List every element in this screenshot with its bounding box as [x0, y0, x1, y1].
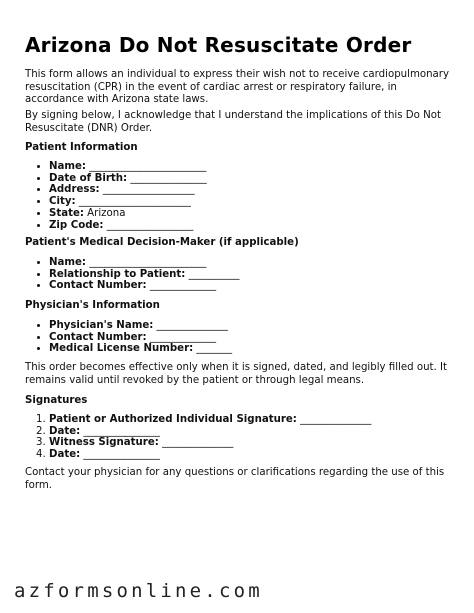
field-value: _____________: [146, 331, 217, 343]
field-label: State:: [49, 207, 84, 219]
field-label: Date:: [49, 449, 81, 461]
patient-date-item: [49, 426, 371, 438]
field-label: Zip Code:: [49, 219, 104, 231]
witness-date-item: [49, 449, 371, 461]
field-value: _________________: [103, 219, 194, 231]
intro-paragraph: This form allows an individual to express their wish not to receive cardiopulmonary resuscitation (CPR) in the event of cardiac arrest or respiratory failure, in accordance with Arizona state laws.: [25, 69, 450, 106]
field-label: Medical License Number:: [49, 343, 194, 355]
field-value: ______________: [158, 437, 234, 449]
field-value: ______________: [153, 320, 228, 331]
patient-address-item: [49, 184, 207, 196]
field-value: ______________________: [75, 196, 191, 208]
patient-name-item: [49, 161, 207, 173]
field-label: Witness Signature:: [49, 437, 159, 449]
physician-contact-item: [49, 332, 232, 344]
field-label: Relationship to Patient:: [49, 268, 186, 280]
field-value: Arizona: [83, 207, 126, 219]
patient-dob-item: [49, 173, 207, 185]
physician-info-list: [25, 320, 232, 355]
patient-info-list: [25, 161, 207, 231]
patient-state-item: [49, 208, 207, 220]
field-label: City:: [49, 196, 76, 208]
field-value: _______________: [127, 172, 207, 184]
field-label: Patient or Authorized Individual Signature:: [49, 414, 297, 425]
signatures-heading: Signatures: [25, 395, 88, 406]
patient-info-heading: Patient Information: [25, 142, 138, 153]
decision-maker-contact-item: [49, 280, 240, 292]
decision-maker-list: [25, 257, 240, 292]
decision-maker-heading: Patient's Medical Decision-Maker (if applicable): [25, 237, 299, 248]
field-value: _______________________: [86, 161, 207, 172]
acknowledgement-paragraph: By signing below, I acknowledge that I understand the implications of this Do Not Resuscitate (DNR) Order.: [25, 110, 441, 134]
patient-signature-item: [49, 414, 371, 426]
document-title: Arizona Do Not Resuscitate Order: [25, 33, 412, 57]
validity-paragraph: This order becomes effective only when it is signed, dated, and legibly filled out. It remains valid until revoked by the patient or through legal means.: [25, 362, 448, 386]
site-watermark: azformsonline.com: [14, 580, 263, 602]
decision-maker-name-item: [49, 257, 240, 269]
field-value: __________: [185, 268, 240, 280]
physician-name-item: [49, 320, 232, 332]
field-value: __________________: [99, 184, 195, 196]
field-value: _______________: [80, 425, 160, 437]
decision-maker-relationship-item: [49, 269, 240, 281]
field-label: Contact Number:: [49, 280, 147, 292]
closing-paragraph: Contact your physician for any questions or clarifications regarding the use of this form.: [25, 467, 445, 491]
physician-license-item: [49, 343, 232, 355]
patient-zip-item: [49, 220, 207, 232]
patient-city-item: [49, 196, 207, 208]
field-value: _______________________: [86, 257, 207, 268]
field-value: _______: [193, 343, 233, 355]
field-label: Address:: [49, 184, 100, 196]
field-label: Date of Birth:: [49, 172, 128, 184]
field-label: Name:: [49, 161, 86, 172]
field-value: _____________: [146, 280, 217, 292]
field-value: _______________: [80, 449, 160, 461]
witness-signature-item: [49, 437, 371, 449]
field-label: Physician's Name:: [49, 320, 154, 331]
physician-info-heading: Physician's Information: [25, 300, 160, 311]
field-value: ______________: [296, 414, 372, 425]
field-label: Contact Number:: [49, 331, 147, 343]
field-label: Date:: [49, 425, 81, 437]
signatures-list: [25, 414, 371, 461]
field-label: Name:: [49, 257, 86, 268]
